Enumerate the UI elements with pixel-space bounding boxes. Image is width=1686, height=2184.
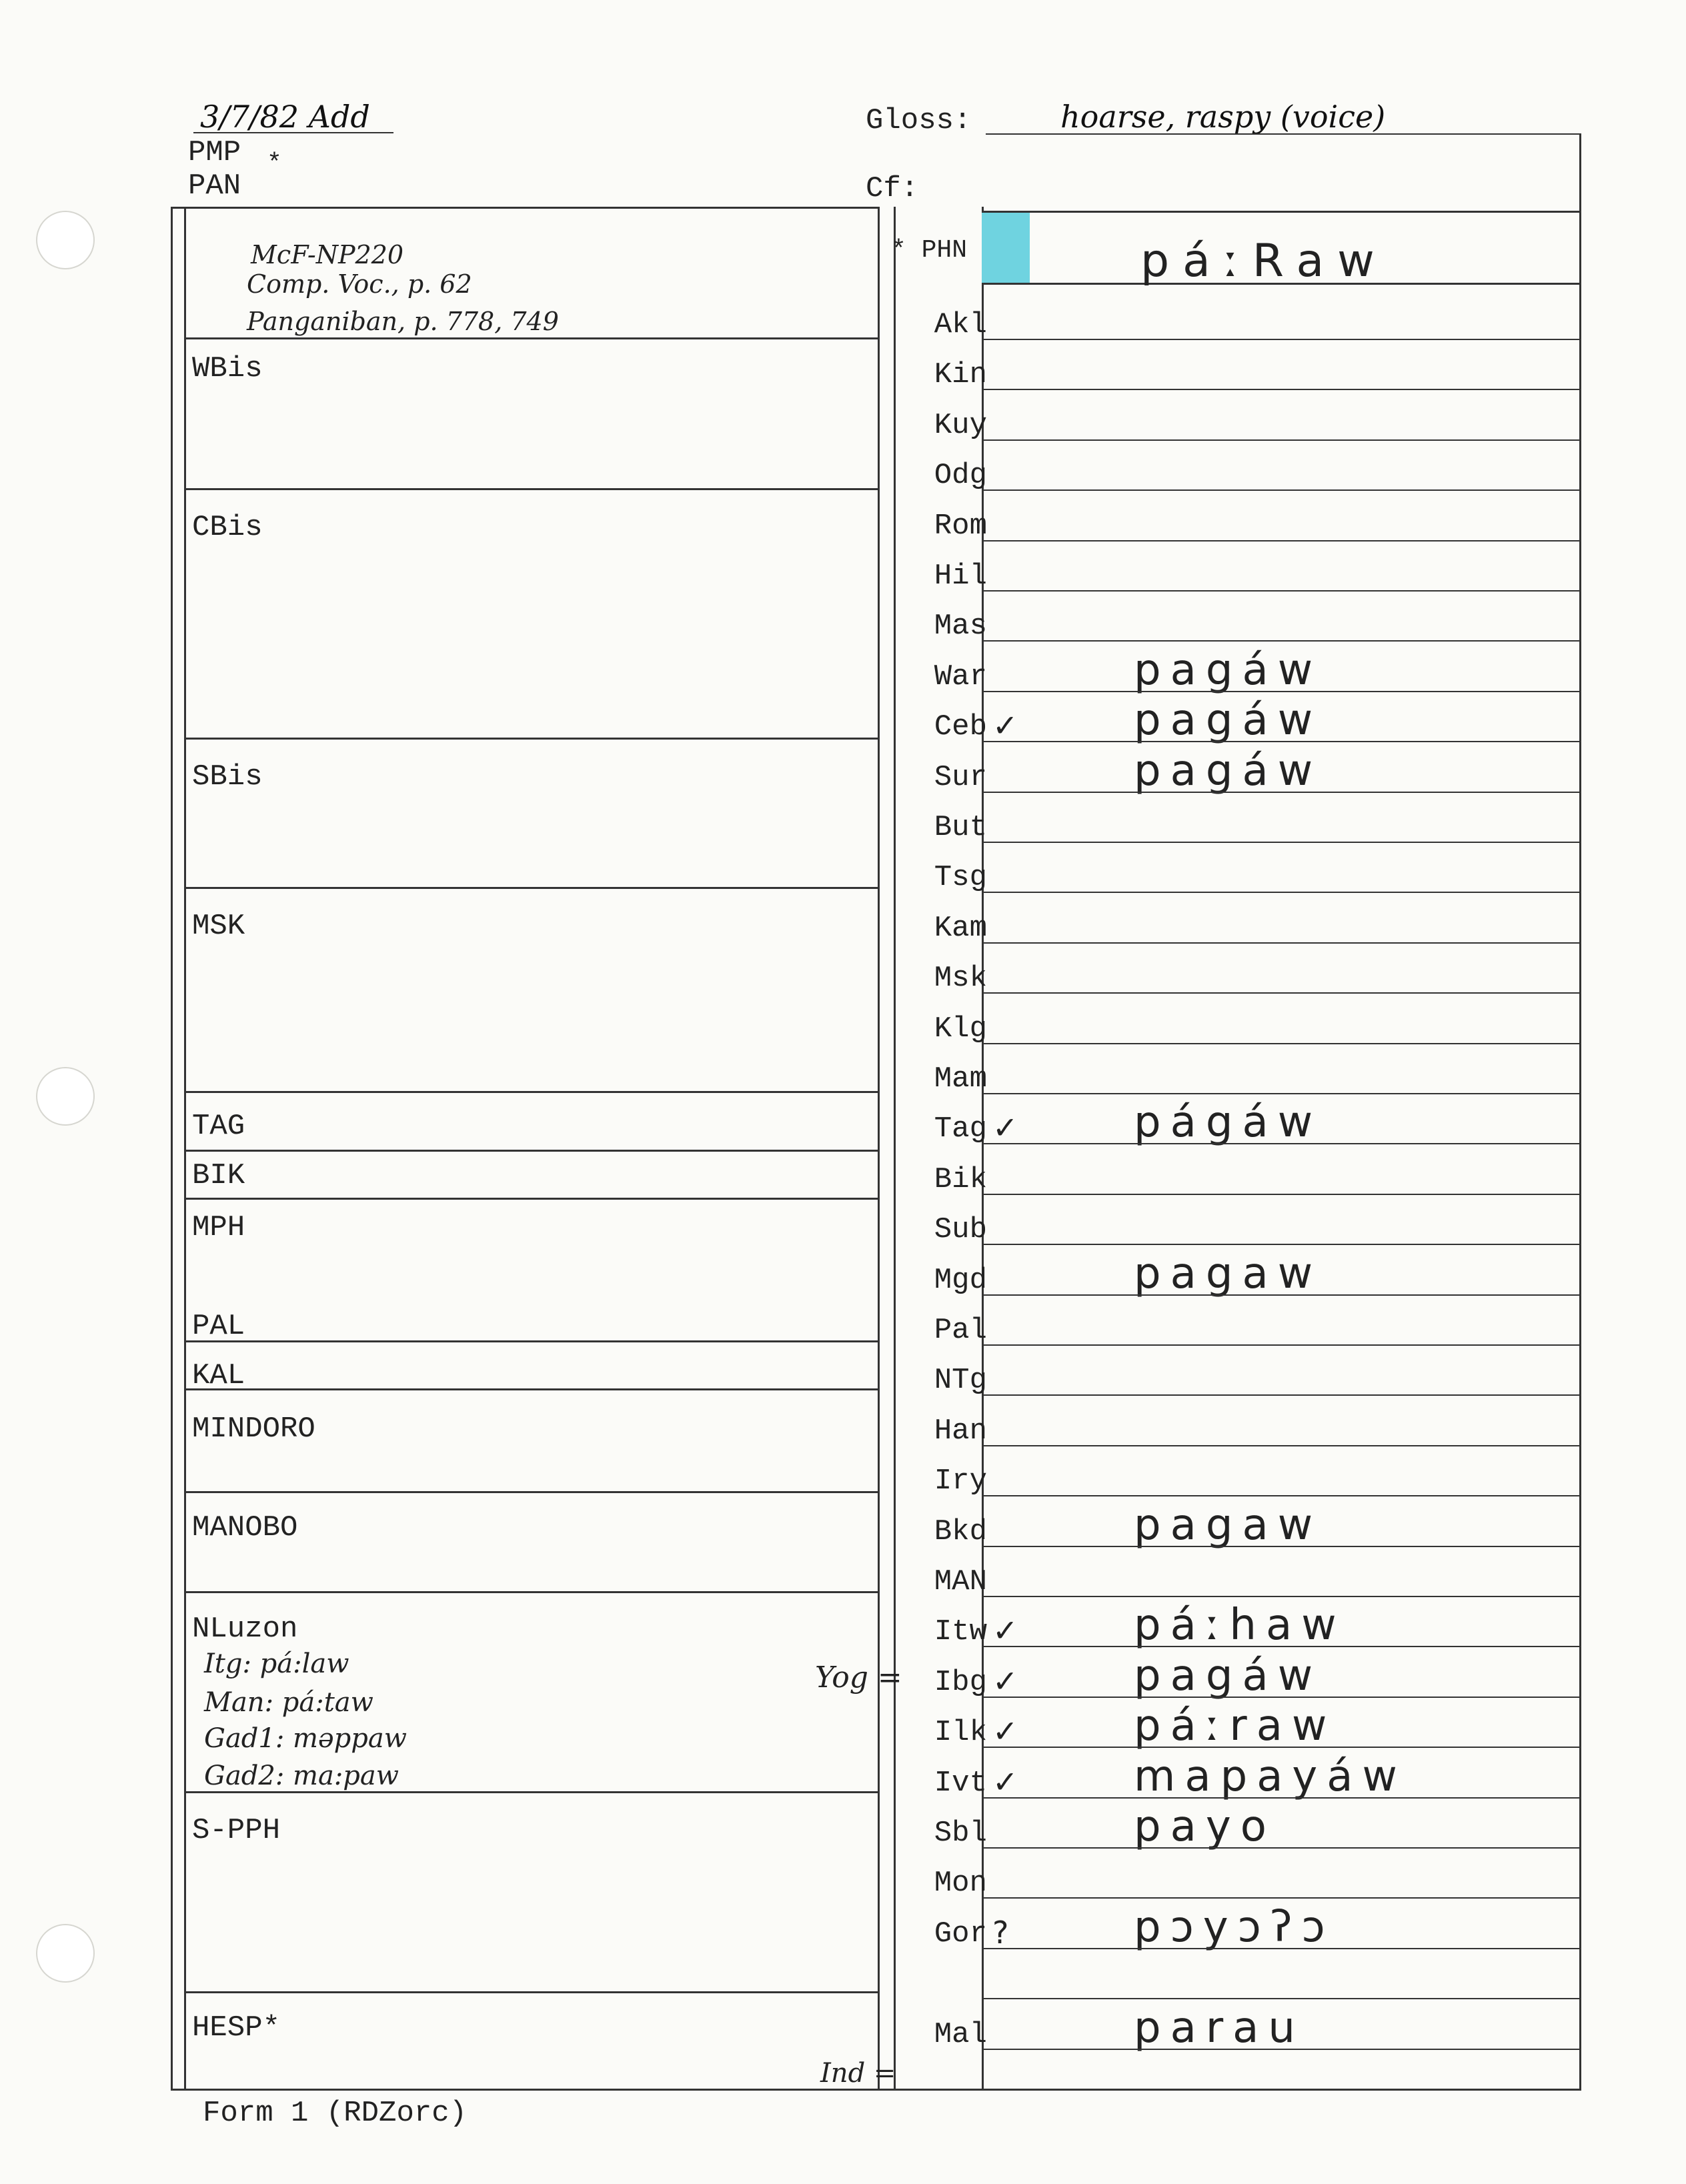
section-label-nluzon: NLuzon (192, 1612, 298, 1646)
nluzon-note: Itg: pá:law (204, 1649, 349, 1679)
check-mark: ✓ (992, 708, 1018, 744)
language-code: Bik (934, 1162, 987, 1196)
language-code: Mgd (934, 1263, 987, 1297)
language-code: Sur (934, 760, 987, 794)
row-line (983, 1797, 1579, 1799)
language-code: Sbl (934, 1817, 987, 1850)
left-border-outer (171, 207, 173, 2091)
gloss-value: hoarse, raspy (voice) (1060, 99, 1386, 135)
section-divider (184, 1150, 879, 1152)
row-line (983, 792, 1579, 793)
language-code: Iry (934, 1464, 987, 1498)
language-code: MAN (934, 1565, 987, 1598)
row-line (983, 892, 1579, 893)
section-divider (184, 1791, 879, 1793)
section-divider (184, 887, 879, 889)
source-line-1: McF-NP220 (251, 240, 404, 269)
section-label-manobo: MANOBO (192, 1511, 298, 1544)
language-code: Sub (934, 1213, 987, 1247)
language-code: But (934, 811, 987, 844)
binder-hole (36, 1924, 95, 1983)
language-code: Hil (934, 560, 987, 593)
section-label-s-pph: S-PPH (192, 1814, 281, 1847)
section-divider (184, 337, 879, 339)
row-line (983, 640, 1579, 642)
row-line (983, 741, 1579, 742)
bottom-border (171, 2089, 1581, 2091)
language-code: Klg (934, 1012, 987, 1046)
language-code: Pal (934, 1314, 987, 1347)
language-code: Ibg (934, 1665, 987, 1699)
check-mark: ✓ (992, 1713, 1018, 1750)
row-line (983, 1596, 1579, 1597)
language-form: parau (1134, 2003, 1305, 2053)
language-form: pagáw (1134, 696, 1323, 746)
row-line (983, 489, 1579, 491)
row-line (983, 1948, 1579, 1949)
language-code: Mas (934, 610, 987, 644)
language-code: Akl (934, 308, 987, 341)
row-line (983, 1445, 1579, 1446)
section-label-wbis: WBis (192, 352, 263, 385)
check-mark: ✓ (992, 1612, 1018, 1649)
date-underline (193, 132, 393, 133)
language-code: Rom (934, 509, 987, 543)
section-divider (184, 1491, 879, 1493)
section-label-pal: PAL (192, 1310, 245, 1343)
language-code: Han (934, 1414, 987, 1448)
pmp-star: * (267, 149, 282, 178)
row-line (983, 1093, 1579, 1094)
row-line (983, 1043, 1579, 1044)
check-mark: ✓ (992, 1110, 1018, 1146)
language-code: Tsg (934, 861, 987, 895)
check-mark: ✓ (992, 1763, 1018, 1800)
language-form: pɔyɔʔɔ (1134, 1902, 1335, 1952)
section-divider (184, 1198, 879, 1200)
section-label-sbis: SBis (192, 760, 263, 794)
nluzon-note: Gad1: məppaw (204, 1723, 407, 1754)
phn-label: * PHN (891, 236, 968, 265)
language-form: pagáw (1134, 1651, 1323, 1701)
row-line (983, 1294, 1579, 1296)
language-code: Itw (934, 1615, 987, 1649)
binder-hole (36, 211, 95, 269)
row-line (983, 992, 1579, 994)
form-footer: Form 1 (RDZorc) (203, 2097, 468, 2130)
row-line (983, 842, 1579, 843)
phn-top-line (982, 211, 1579, 213)
language-form: págáw (1134, 1098, 1323, 1148)
row-line (983, 691, 1579, 692)
row-line (983, 1747, 1579, 1748)
language-form: pagáw (1134, 645, 1323, 695)
row-line (983, 942, 1579, 944)
source-line-3: Panganiban, p. 778, 749 (247, 307, 559, 336)
language-code: War (934, 660, 987, 694)
section-label-mph: MPH (192, 1211, 245, 1244)
pan-label: PAN (188, 169, 241, 203)
language-code: Mal (934, 2017, 987, 2051)
language-code: Msk (934, 962, 987, 996)
section-divider (184, 1091, 879, 1093)
row-line (983, 1998, 1579, 1999)
section-label-kal: KAL (192, 1359, 245, 1392)
language-code: Kin (934, 358, 987, 392)
language-form: mapayáw (1134, 1751, 1407, 1801)
right-border (1579, 133, 1581, 2091)
pmp-label: PMP (188, 136, 241, 169)
binder-hole (36, 1067, 95, 1126)
nluzon-note: Gad2: ma:paw (204, 1761, 399, 1791)
left-panel-top-border (171, 207, 879, 209)
section-label-hesp: HESP* (192, 2011, 281, 2045)
language-code: Ilk (934, 1716, 987, 1750)
row-line (983, 389, 1579, 390)
row-line (983, 1394, 1579, 1396)
source-line-2: Comp. Voc., p. 62 (247, 269, 472, 299)
language-code: NTg (934, 1364, 987, 1398)
gloss-line (986, 133, 1581, 135)
language-code: Ivt (934, 1766, 987, 1800)
language-code: Mon (934, 1867, 987, 1901)
row-line (983, 590, 1579, 592)
section-label-cbis: CBis (192, 511, 263, 544)
section-divider (184, 738, 879, 740)
row-line (983, 1194, 1579, 1195)
language-code: Ceb (934, 710, 987, 744)
ind-note: Ind = (820, 2058, 896, 2089)
date-note: 3/7/82 Add (200, 99, 370, 135)
language-form: pagáw (1134, 746, 1323, 796)
row-line (983, 439, 1579, 441)
row-line (983, 1697, 1579, 1698)
section-divider (184, 488, 879, 490)
row-line (983, 2049, 1579, 2050)
language-code: Gor (934, 1917, 987, 1951)
language-code: Odg (934, 459, 987, 493)
language-code: Tag (934, 1112, 987, 1146)
section-divider (184, 1991, 879, 1993)
language-form: payo (1134, 1802, 1276, 1851)
yog-note: Yog = (815, 1661, 902, 1695)
phn-highlight (982, 211, 1030, 283)
row-line (983, 540, 1579, 541)
check-mark: ? (992, 1914, 1009, 1951)
language-code: Mam (934, 1062, 987, 1096)
section-divider (184, 1591, 879, 1593)
nluzon-note: Man: pá:taw (204, 1687, 373, 1718)
row-line (983, 1244, 1579, 1245)
language-form: páːhaw (1134, 1600, 1346, 1651)
language-code: Kam (934, 911, 987, 945)
row-line (983, 1344, 1579, 1346)
row-line (983, 1847, 1579, 1849)
row-line (983, 1897, 1579, 1899)
section-divider (184, 1388, 879, 1390)
row-line (983, 339, 1579, 340)
center-column-left-border (894, 207, 896, 2091)
phn-form: páːRaw (1140, 235, 1388, 287)
language-code: Kuy (934, 408, 987, 442)
gloss-label: Gloss: (866, 104, 972, 137)
language-form: pagaw (1134, 1248, 1323, 1298)
section-label-bik: BIK (192, 1159, 245, 1192)
row-line (983, 1143, 1579, 1144)
row-line (983, 1495, 1579, 1496)
section-divider (184, 1340, 879, 1342)
section-label-tag: TAG (192, 1110, 245, 1143)
row-line (983, 1546, 1579, 1547)
check-mark: ✓ (992, 1663, 1018, 1699)
section-label-mindoro: MINDORO (192, 1412, 315, 1446)
language-form: páːraw (1134, 1701, 1337, 1751)
cf-label: Cf: (866, 172, 919, 205)
language-form: pagaw (1134, 1500, 1323, 1550)
section-label-msk: MSK (192, 910, 245, 943)
language-code: Bkd (934, 1514, 987, 1548)
row-line (983, 1646, 1579, 1647)
